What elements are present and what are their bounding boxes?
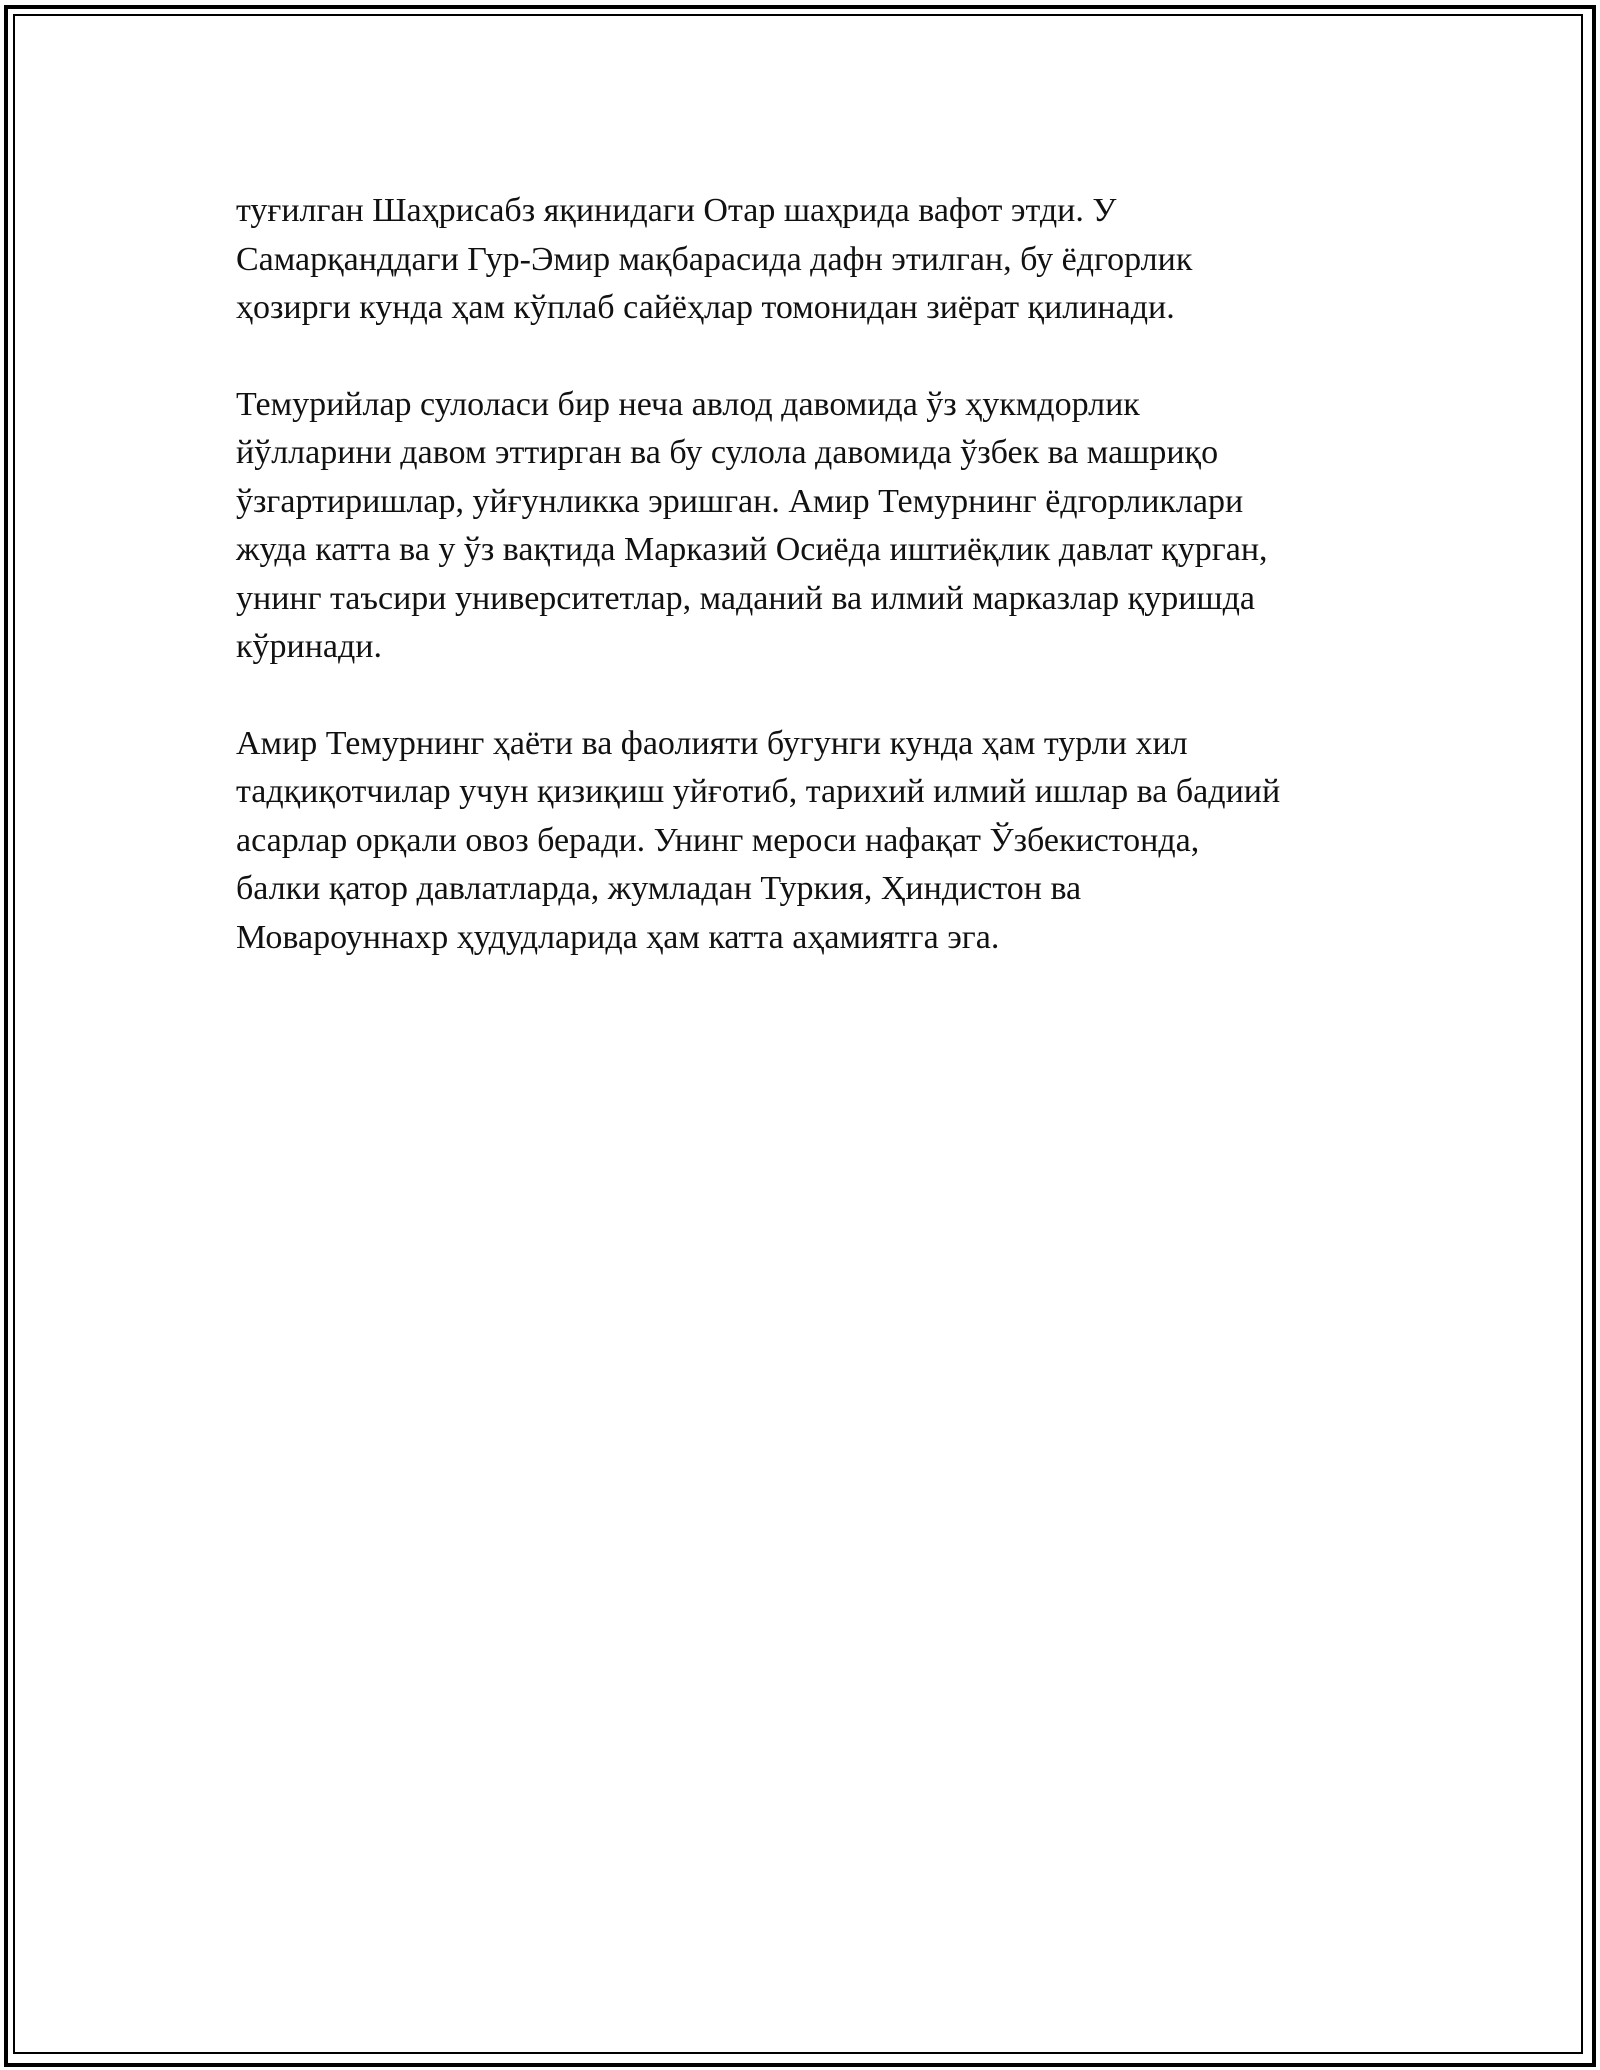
- text-line: Самарқанддаги Гур-Эмир мақбарасида дафн этилган, бу ёдгорлик: [236, 240, 1193, 278]
- document-body: [236, 187, 1376, 1010]
- text-line: унинг таъсири университетлар, маданий ва илмий марказлар қуришда: [236, 579, 1255, 617]
- text-line: туғилган Шаҳрисабз яқинидаги Отар шаҳрида вафот этди. У: [236, 192, 1117, 229]
- text-line: асарлар орқали овоз беради. Унинг мероси нафақат Ўзбекистонда,: [236, 821, 1200, 859]
- text-line: Амир Темурнинг ҳаёти ва фаолияти бугунги кунда ҳам турли хил: [236, 724, 1188, 762]
- text-line: балки қатор давлатларда, жумладан Туркия, Ҳиндистон ва: [236, 870, 1082, 907]
- text-line: кўринади.: [236, 628, 382, 665]
- paragraph-1: [236, 187, 1376, 333]
- text-line: ўзгартиришлар, уйғунликка эришган. Амир Темурнинг ёдгорликлари: [236, 482, 1244, 520]
- paragraph-3: [236, 720, 1376, 963]
- text-line: йўлларини давом эттирган ва бу сулола давомида ўзбек ва машриқо: [236, 434, 1219, 471]
- text-line: тадқиқотчилар учун қизиқиш уйғотиб, тарихий илмий ишлар ва бадиий: [236, 773, 1281, 810]
- text-line: ҳозирги кунда ҳам кўплаб сайёҳлар томонидан зиёрат қилинади.: [236, 289, 1175, 326]
- text-line: жуда катта ва у ўз вақтида Марказий Осиёда иштиёқлик давлат қурган,: [236, 531, 1268, 568]
- text-line: Мовароуннахр ҳудудларида ҳам катта аҳамиятга эга.: [236, 918, 1000, 956]
- paragraph-2: [236, 381, 1376, 672]
- text-line: Темурийлар сулоласи бир неча авлод давомида ўз ҳукмдорлик: [236, 385, 1140, 423]
